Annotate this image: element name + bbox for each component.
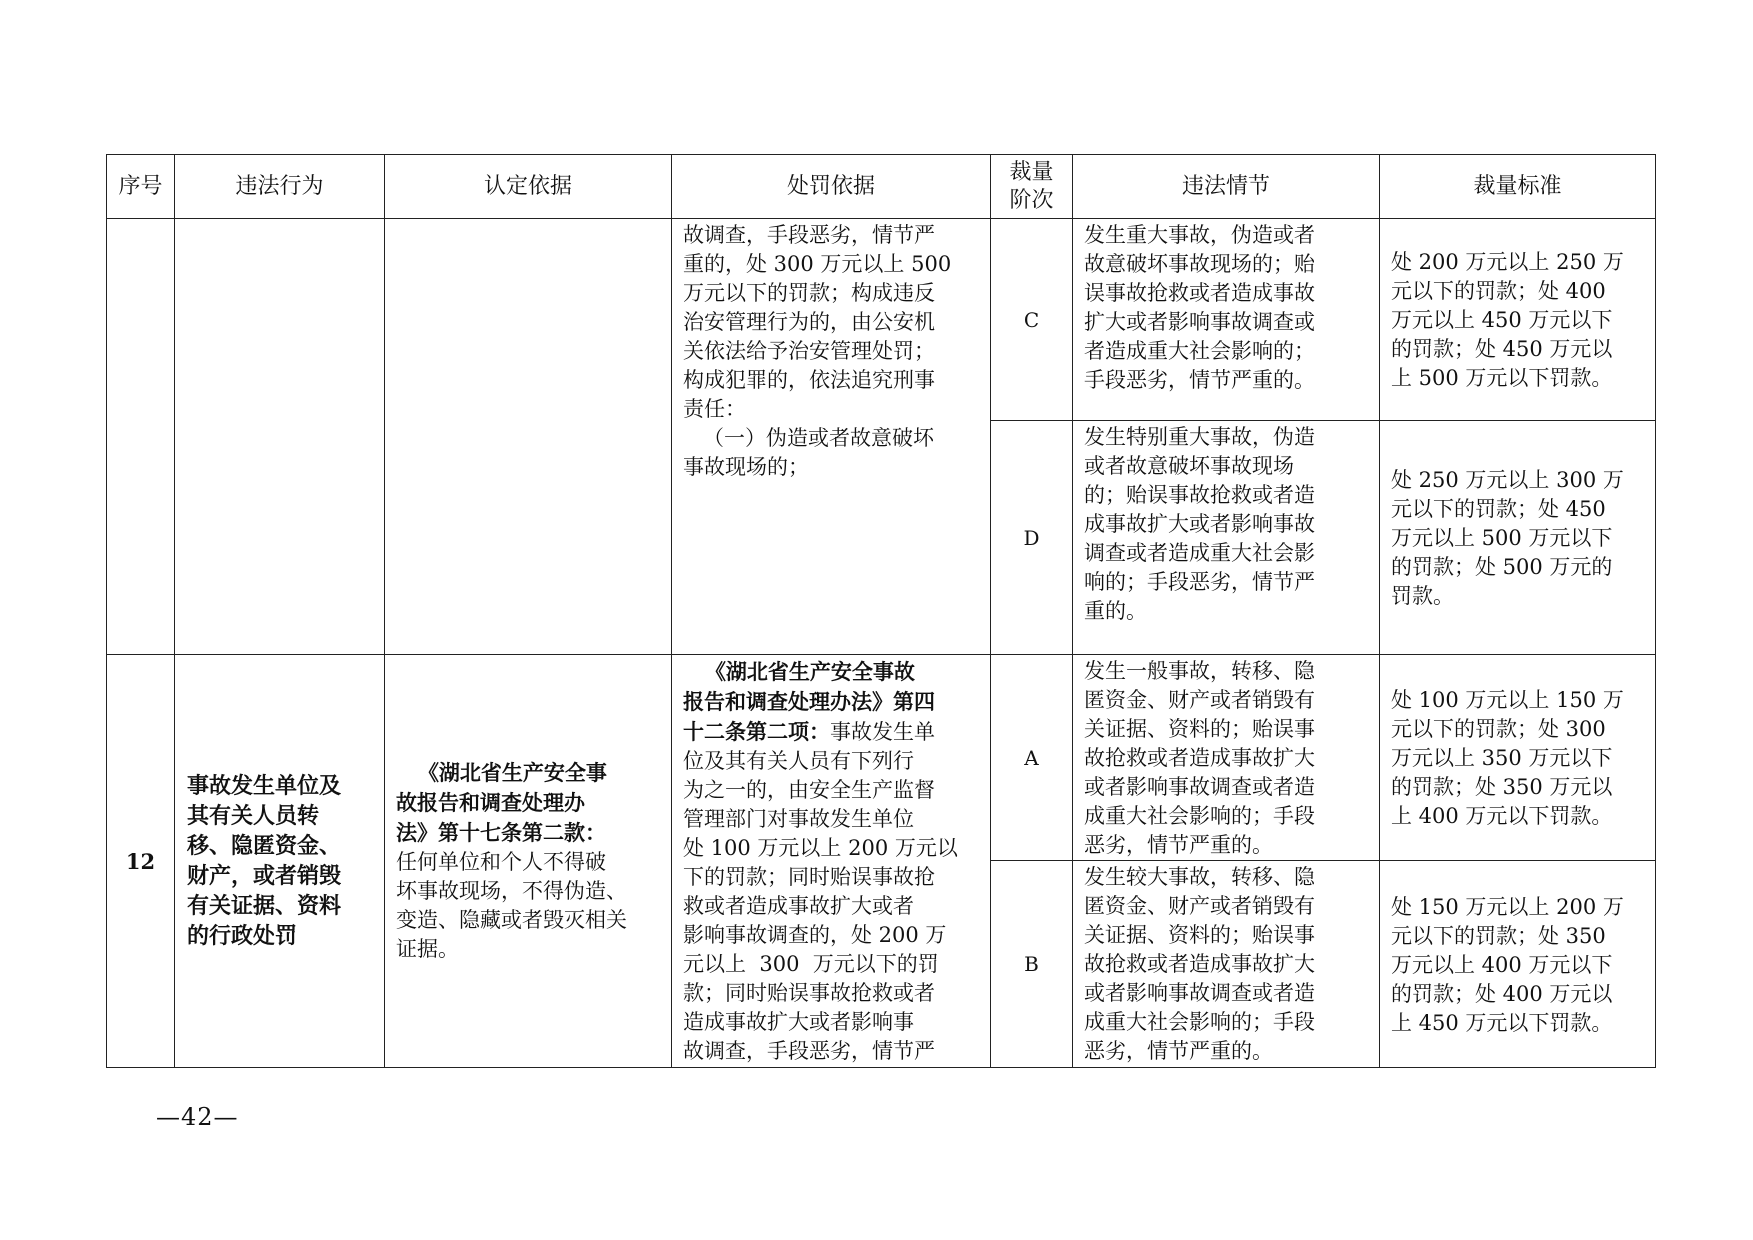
header-penalty: 处罚依据 xyxy=(672,155,991,219)
header-seq: 序号 xyxy=(107,155,175,219)
circumstance-cell xyxy=(1073,219,1380,421)
standard-cell xyxy=(1380,219,1656,421)
penalty-content xyxy=(672,655,990,1066)
penalty-text: 事故发生单 位及其有关人员有下列行 为之一的，由安全生产监督 管理部门对事故发生单位 处 100 万元以上 200 万元以 下的罚款；同时贻误事故抢 救或者造成事故扩大或者 影响事故调查的，处 200 万 元以上 300 万元以下的罚 款；同时贻误事故抢救或者 造成事故扩大或者影响事 故调查，手段恶劣，情节严 xyxy=(683,720,958,1063)
circumstance-cell xyxy=(1073,421,1380,655)
circumstance-text: 发生特别重大事故，伪造 或者故意破坏事故现场 的；贻误事故抢救或者造 成事故扩大或者影响事故 调查或者造成重大社会影 响的；手段恶劣，情节严 重的。 xyxy=(1084,425,1315,623)
circumstance-cell xyxy=(1073,655,1380,861)
basis-cell xyxy=(385,655,672,1068)
seq-cell-empty xyxy=(107,219,175,655)
behavior-cell-empty xyxy=(175,219,385,655)
header-basis: 认定依据 xyxy=(385,155,672,219)
basis-citation: 《湖北省生产安全事 故报告和调查处理办 法》第十七条第二款： xyxy=(396,760,607,845)
basis-cell-empty xyxy=(385,219,672,655)
basis-text: 任何单位和个人不得破 坏事故现场，不得伪造、 变造、隐藏或者毁灭相关 证据。 xyxy=(396,850,627,961)
standard-cell xyxy=(1380,861,1656,1068)
table-row xyxy=(107,219,1656,421)
circumstance-cell xyxy=(1073,861,1380,1068)
behavior-cell xyxy=(175,655,385,1068)
page-number: —42— xyxy=(156,1103,239,1131)
seq-cell: 12 xyxy=(107,655,175,1068)
level-cell: A xyxy=(991,655,1073,861)
penalty-citation: 《湖北省生产安全事故 报告和调查处理办法》第四 十二条第二项： xyxy=(683,659,935,744)
header-behavior: 违法行为 xyxy=(175,155,385,219)
penalty-cell xyxy=(672,219,991,655)
header-standard: 裁量标准 xyxy=(1380,155,1656,219)
header-circumstance: 违法情节 xyxy=(1073,155,1380,219)
basis-content xyxy=(385,758,671,964)
level-cell: C xyxy=(991,219,1073,421)
header-row xyxy=(107,155,1656,219)
circumstance-text: 发生较大事故，转移、隐 匿资金、财产或者销毁有 关证据、资料的；贻误事 故抢救或者造成事故扩大 或者影响事故调查或者造 成重大社会影响的；手段 恶劣，情节严重的。 xyxy=(1084,865,1315,1063)
level-cell: D xyxy=(991,421,1073,655)
standard-text: 处 150 万元以上 200 万 元以下的罚款；处 350 万元以上 400 万元以下 的罚款；处 400 万元以 上 450 万元以下罚款。 xyxy=(1391,894,1624,1035)
level-cell: B xyxy=(991,861,1073,1068)
circumstance-text: 发生一般事故，转移、隐 匿资金、财产或者销毁有 关证据、资料的；贻误事 故抢救或者造成事故扩大 或者影响事故调查或者造 成重大社会影响的；手段 恶劣，情节严重的。 xyxy=(1084,659,1315,857)
table-row xyxy=(107,655,1656,861)
standard-text: 处 200 万元以上 250 万 元以下的罚款；处 400 万元以上 450 万元以下 的罚款；处 450 万元以 上 500 万元以下罚款。 xyxy=(1391,250,1624,390)
penalty-cell xyxy=(672,655,991,1068)
standard-cell xyxy=(1380,421,1656,655)
header-level: 裁量 阶次 xyxy=(991,155,1073,219)
standard-cell xyxy=(1380,655,1656,861)
circumstance-text: 发生重大事故，伪造或者 故意破坏事故现场的；贻 误事故抢救或者造成事故 扩大或者影响事故调查或 者造成重大社会影响的； 手段恶劣，情节严重的。 xyxy=(1084,223,1315,392)
behavior-text: 事故发生单位及 其有关人员转 移、隐匿资金、 财产，或者销毁 有关证据、资料 的行政处罚 xyxy=(187,773,342,949)
standard-text: 处 250 万元以上 300 万 元以下的罚款；处 450 万元以上 500 万元以下 的罚款；处 500 万元的 罚款。 xyxy=(1391,468,1624,608)
penalty-table xyxy=(106,154,1656,1068)
penalty-text: 故调查，手段恶劣，情节严 重的，处 300 万元以上 500 万元以下的罚款；构成违反 治安管理行为的，由公安机 关依法给予治安管理处罚； 构成犯罪的，依法追究刑事 责任： （一）伪造或者故意破坏 事故现场的； xyxy=(683,223,952,479)
standard-text: 处 100 万元以上 150 万 元以下的罚款；处 300 万元以上 350 万元以下 的罚款；处 350 万元以 上 400 万元以下罚款。 xyxy=(1391,688,1624,828)
